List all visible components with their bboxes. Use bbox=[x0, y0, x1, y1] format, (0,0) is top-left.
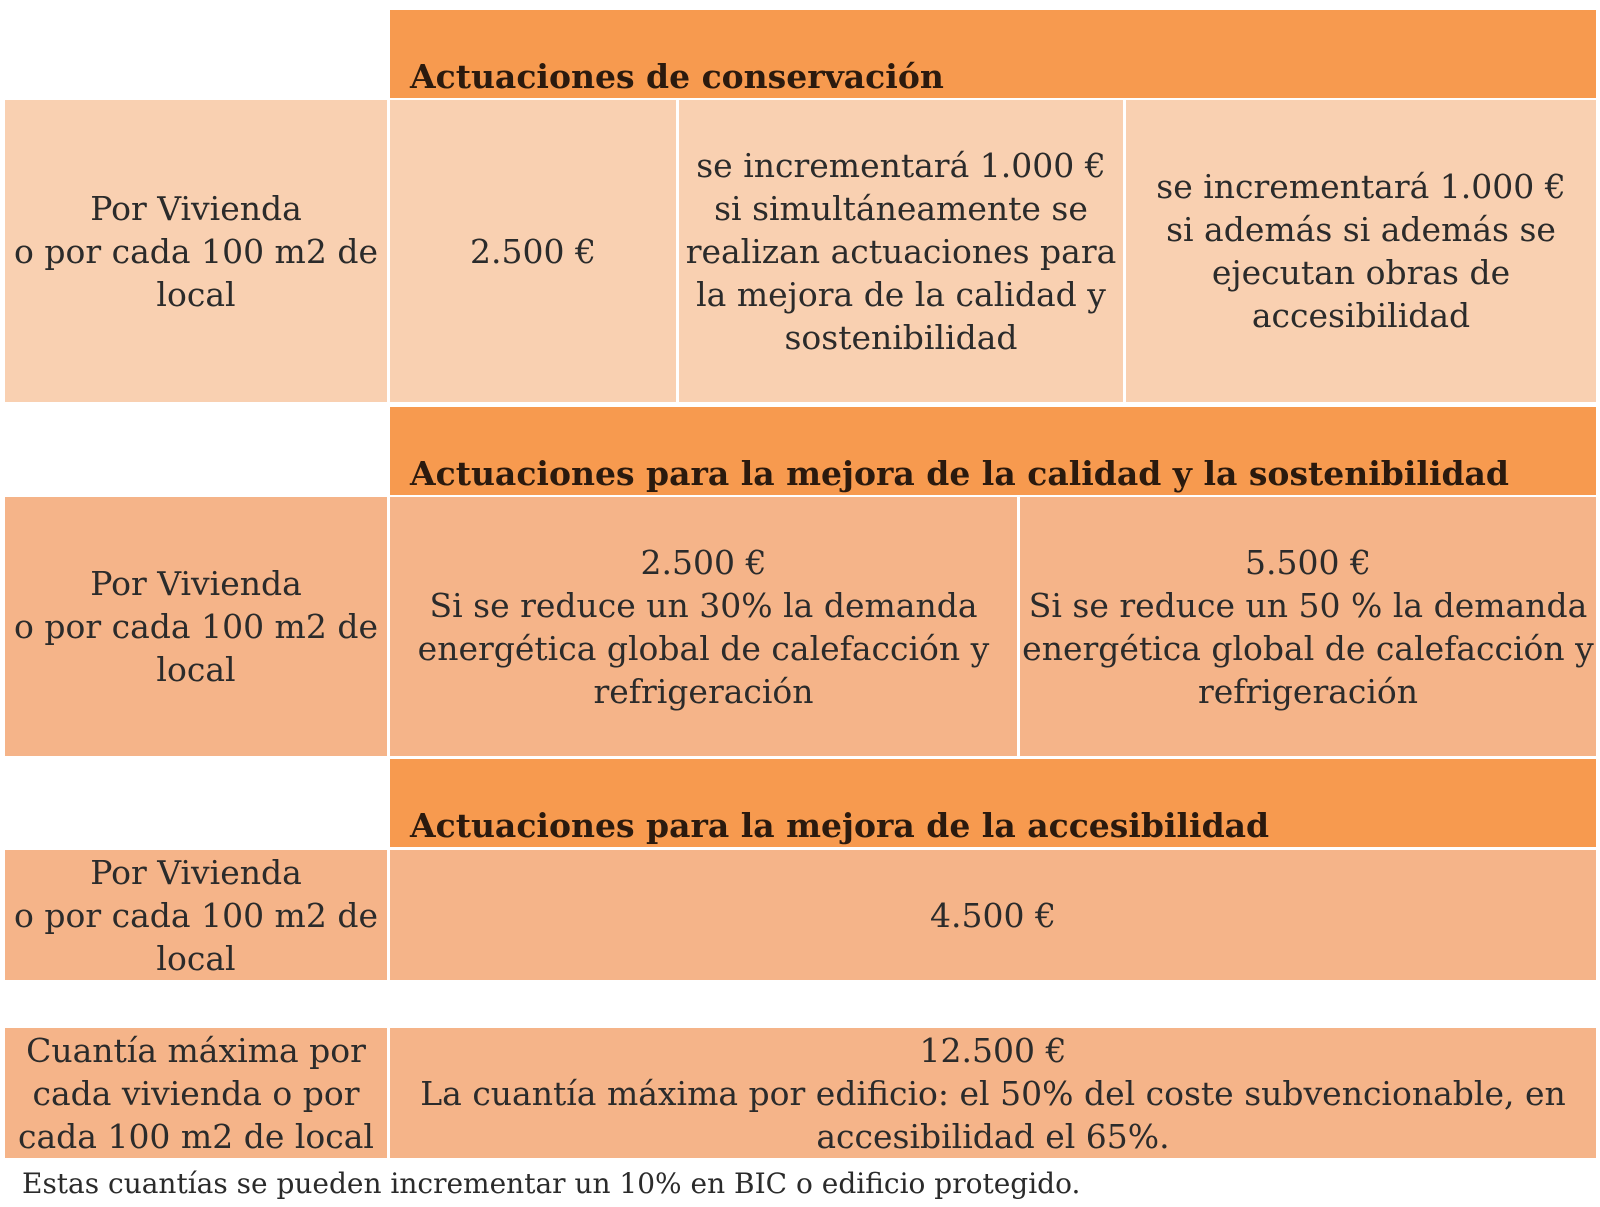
sostenibilidad-label-cell bbox=[5, 497, 387, 756]
extra-line: se incrementará 1.000 € bbox=[696, 145, 1106, 185]
conservacion-extra2-cell bbox=[1126, 100, 1596, 402]
accesibilidad-amount-cell bbox=[390, 850, 1596, 980]
label-line: local bbox=[156, 938, 236, 978]
extra-line: accesibilidad bbox=[1251, 296, 1471, 335]
option-amount: 2.500 € bbox=[640, 542, 767, 582]
extra-line: se incrementará 1.000 € bbox=[1156, 167, 1566, 206]
extra-line: si además si además se bbox=[1166, 210, 1556, 249]
label-line: Por Vivienda bbox=[90, 852, 302, 892]
label-line: cada vivienda o por bbox=[32, 1073, 360, 1113]
label-line: Por Vivienda bbox=[90, 188, 302, 228]
conservacion-extra1-cell bbox=[679, 100, 1123, 402]
extra-line: si simultáneamente se bbox=[714, 188, 1088, 228]
label-line: Por Vivienda bbox=[90, 564, 302, 603]
accesibilidad-title: Actuaciones para la mejora de la accesibilidad bbox=[410, 806, 1270, 845]
maximo-label-cell bbox=[5, 1028, 387, 1158]
sostenibilidad-header bbox=[390, 407, 1596, 495]
conservacion-title: Actuaciones de conservación bbox=[410, 57, 944, 96]
label-line: local bbox=[156, 274, 236, 314]
conservacion-amount-cell bbox=[390, 100, 676, 402]
conservacion-label-cell bbox=[5, 100, 387, 402]
option-line: refrigeración bbox=[1197, 671, 1419, 711]
sostenibilidad-option2-cell bbox=[1020, 497, 1596, 756]
footnote: Estas cuantías se pueden incrementar un 10% en BIC o edificio protegido. bbox=[22, 1167, 1081, 1200]
label-line: o por cada 100 m2 de bbox=[14, 895, 378, 935]
maximo-amount: 12.500 € bbox=[919, 1030, 1067, 1070]
maximo-amount-cell bbox=[390, 1028, 1596, 1158]
conservacion-header bbox=[390, 10, 1596, 98]
option-line: energética global de calefacción y bbox=[1022, 628, 1594, 668]
option-amount: 5.500 € bbox=[1245, 542, 1371, 582]
label-line: cada 100 m2 de local bbox=[18, 1116, 374, 1156]
maximo-description-line: La cuantía máxima por edificio: el 50% del coste subvencionable, en bbox=[420, 1073, 1566, 1113]
accesibilidad-label-cell bbox=[5, 850, 387, 980]
extra-line: ejecutan obras de bbox=[1211, 253, 1511, 292]
label-line: o por cada 100 m2 de bbox=[14, 607, 378, 646]
accesibilidad-amount: 4.500 € bbox=[930, 895, 1056, 935]
label-line: local bbox=[156, 650, 236, 689]
option-line: refrigeración bbox=[593, 671, 814, 711]
extra-line: la mejora de la calidad y bbox=[696, 274, 1106, 314]
option-line: Si se reduce un 30% la demanda bbox=[429, 585, 978, 625]
accesibilidad-header bbox=[390, 759, 1596, 847]
sostenibilidad-option1-cell bbox=[390, 497, 1017, 756]
option-line: Si se reduce un 50 % la demanda bbox=[1028, 585, 1588, 625]
label-line: Cuantía máxima por bbox=[26, 1030, 366, 1070]
sostenibilidad-title: Actuaciones para la mejora de la calidad y la sostenibilidad bbox=[410, 454, 1510, 493]
extra-line: sostenibilidad bbox=[784, 317, 1018, 357]
extra-line: realizan actuaciones para bbox=[685, 231, 1117, 271]
option-line: energética global de calefacción y bbox=[417, 628, 990, 668]
conservacion-amount: 2.500 € bbox=[470, 231, 596, 271]
maximo-description-line: accesibilidad el 65%. bbox=[816, 1116, 1170, 1156]
label-line: o por cada 100 m2 de bbox=[14, 231, 378, 271]
